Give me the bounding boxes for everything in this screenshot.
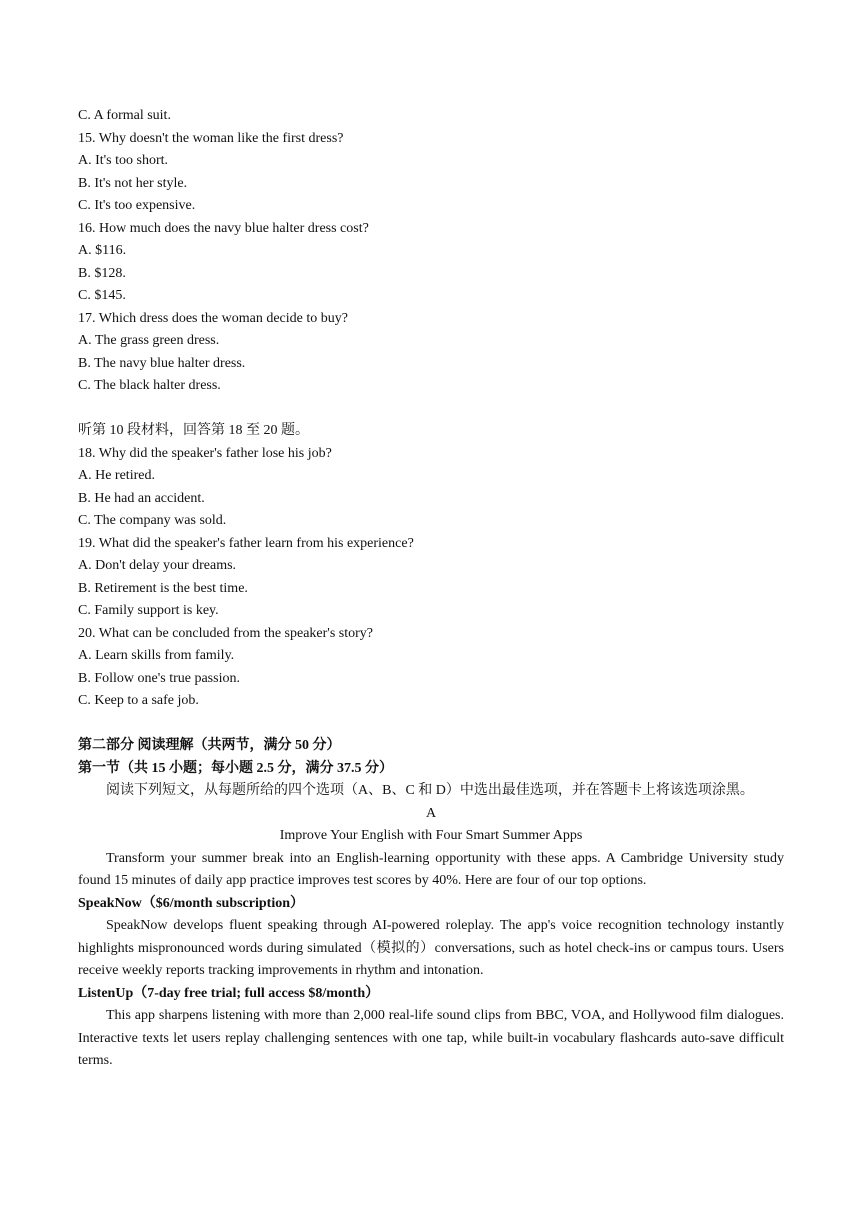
- page-content: [78, 105, 784, 1073]
- q16-question: 16. How much does the navy blue halter dress cost?: [78, 220, 369, 236]
- q18-option-b: B. He had an accident.: [78, 490, 205, 506]
- q20-option-a: A. Learn skills from family.: [78, 648, 235, 663]
- app1-heading: SpeakNow（$6/month subscription）: [78, 895, 304, 911]
- q19-option-b: B. Retirement is the best time.: [78, 580, 248, 596]
- q17-option-a: A. The grass green dress.: [78, 333, 220, 348]
- q18-question: 18. Why did the speaker's father lose his job?: [78, 445, 332, 461]
- app1-text: SpeakNow develops fluent speaking through AI-powered roleplay. The app's voice recognition technology instantly highlights mispronounced words during simulated（模拟的）conversations, such as hotel check-ins or campus tours. Users receive weekly reports tracking improvements in rhythm and intonation.: [78, 918, 784, 978]
- q20-option-b: B. Follow one's true passion.: [78, 670, 240, 686]
- q17-question: 17. Which dress does the woman decide to buy?: [78, 310, 348, 326]
- q19-question: 19. What did the speaker's father learn from his experience?: [78, 535, 414, 551]
- reading-instruction: 阅读下列短文，从每题所给的四个选项（A、B、C 和 D）中选出最佳选项，并在答题卡上将该选项涂黑。: [106, 783, 754, 798]
- passage-letter: A: [425, 805, 437, 821]
- q17-option-b: B. The navy blue halter dress.: [78, 355, 246, 371]
- app2-heading: ListenUp（7-day free trial; full access $8/month）: [78, 985, 380, 1001]
- part2-heading: 第二部分 阅读理解（共两节，满分 50 分）: [78, 738, 341, 753]
- app2-text: This app sharpens listening with more than 2,000 real-life sound clips from BBC, VOA, and Hollywood film dialogues. Interactive texts let users replay challenging sentences with one tap, while built-in vocabulary flashcards auto-save difficult terms.: [78, 1008, 784, 1068]
- q19-option-c: C. Family support is key.: [78, 603, 219, 618]
- q20-question: 20. What can be concluded from the speaker's story?: [78, 625, 373, 641]
- q18-option-a: A. He retired.: [78, 468, 155, 483]
- q15-option-b: B. It's not her style.: [78, 175, 188, 191]
- passage-intro: Transform your summer break into an English-learning opportunity with these apps. A Cambridge University study found 15 minutes of daily app practice improves test scores by 40%. Here are four of our top options.: [78, 850, 784, 888]
- q15-option-c: C. It's too expensive.: [78, 198, 196, 213]
- q18-option-c: C. The company was sold.: [78, 513, 227, 528]
- q19-option-a: A. Don't delay your dreams.: [78, 558, 237, 573]
- q15-question: 15. Why doesn't the woman like the first dress?: [78, 130, 344, 146]
- section10-instruction: 听第 10 段材料，回答第 18 至 20 题。: [78, 423, 309, 438]
- q17-option-c: C. The black halter dress.: [78, 378, 221, 393]
- q16-option-a: A. $116.: [78, 243, 127, 258]
- q15-option-a: A. It's too short.: [78, 153, 169, 168]
- q16-option-b: B. $128.: [78, 265, 126, 281]
- q20-option-c: C. Keep to a safe job.: [78, 693, 199, 708]
- passage-title: Improve Your English with Four Smart Summer Apps: [279, 828, 583, 843]
- q14-option-c: C. A formal suit.: [78, 108, 171, 123]
- q16-option-c: C. $145.: [78, 288, 126, 303]
- section1-heading: 第一节（共 15 小题；每小题 2.5 分，满分 37.5 分）: [78, 760, 393, 776]
- spacer: [78, 398, 784, 421]
- spacer: [78, 713, 784, 736]
